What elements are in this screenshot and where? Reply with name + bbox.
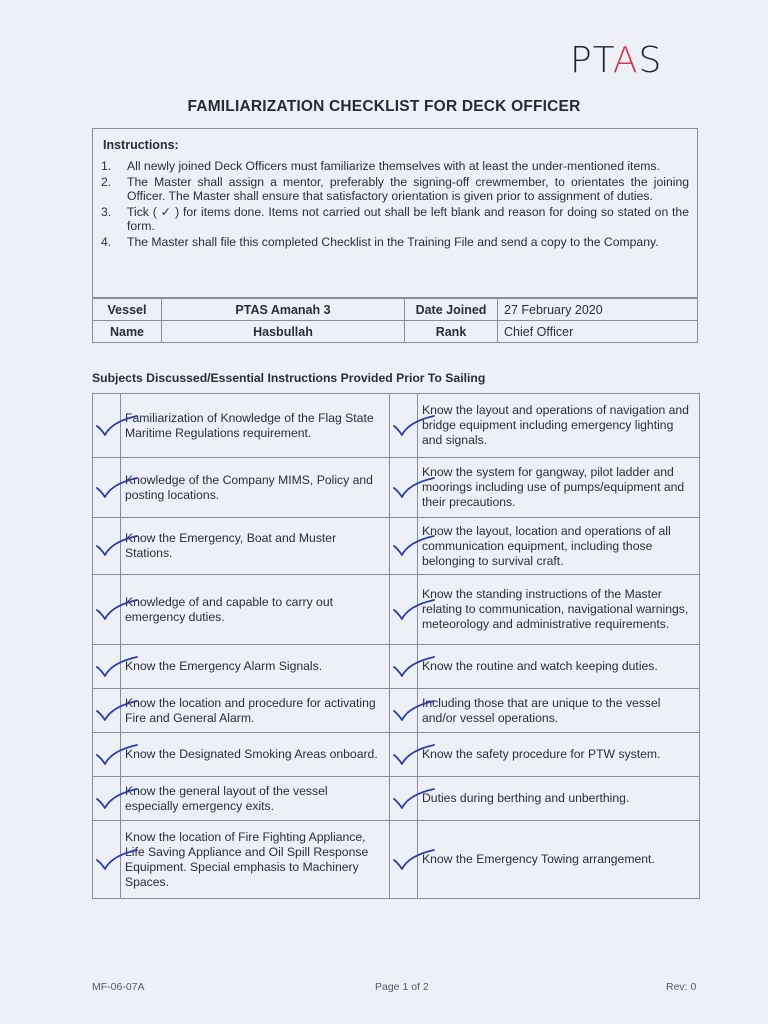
checklist-table (92, 393, 700, 899)
checkmark-icon (392, 699, 436, 723)
checklist-item-left: Know the location and procedure for activating Fire and General Alarm. (121, 689, 390, 733)
checkbox-cell-right[interactable] (390, 689, 418, 733)
instructions-list (101, 159, 689, 250)
subjects-heading: Subjects Discussed/Essential Instructions Provided Prior To Sailing (92, 371, 486, 385)
rank-label: Rank (405, 321, 498, 343)
checkmark-icon (95, 848, 139, 872)
checkbox-cell-right[interactable] (390, 777, 418, 821)
vessel-info-table (92, 298, 698, 343)
checkmark-icon (95, 476, 139, 500)
checkmark-icon (392, 787, 436, 811)
name-value: Hasbullah (162, 321, 405, 343)
checkmark-icon (95, 598, 139, 622)
form-code: MF-06-07A (92, 981, 145, 993)
document-title: FAMILIARIZATION CHECKLIST FOR DECK OFFICER (187, 98, 581, 115)
checkbox-cell-right[interactable] (390, 733, 418, 777)
checklist-item-left: Knowledge of the Company MIMS, Policy and posting locations. (121, 458, 390, 518)
checkbox-cell-left[interactable] (93, 394, 121, 458)
checklist-row (93, 645, 700, 689)
ptas-logo: PTAS (570, 40, 663, 81)
checkmark-icon (95, 699, 139, 723)
checkbox-cell-left[interactable] (93, 458, 121, 518)
checkmark-icon (95, 534, 139, 558)
instructions-box (92, 128, 698, 298)
checkbox-cell-left[interactable] (93, 518, 121, 575)
revision: Rev: 0 (666, 981, 697, 993)
checkbox-cell-right[interactable] (390, 821, 418, 899)
checkbox-cell-left[interactable] (93, 645, 121, 689)
checkbox-cell-left[interactable] (93, 777, 121, 821)
vessel-value: PTAS Amanah 3 (162, 299, 405, 321)
checkmark-icon (95, 414, 139, 438)
checklist-item-right: Know the safety procedure for PTW system. (418, 733, 700, 777)
instruction-item (101, 175, 689, 204)
checklist-item-right: Know the system for gangway, pilot ladder and moorings including use of pumps/equipment and their precautions. (418, 458, 700, 518)
checkmark-icon (392, 476, 436, 500)
checklist-item-right: Know the standing instructions of the Master relating to communication, navigational warnings, meteorology and administrative requirements. (418, 575, 700, 645)
checkbox-cell-right[interactable] (390, 394, 418, 458)
info-row (93, 321, 698, 343)
checkbox-cell-right[interactable] (390, 518, 418, 575)
checkmark-icon (392, 534, 436, 558)
checkbox-cell-left[interactable] (93, 733, 121, 777)
vessel-label: Vessel (93, 299, 162, 321)
checkbox-cell-left[interactable] (93, 689, 121, 733)
checkmark-icon (392, 655, 436, 679)
checklist-item-right: Know the Emergency Towing arrangement. (418, 821, 700, 899)
page-number: Page 1 of 2 (375, 981, 429, 993)
checklist-row (93, 394, 700, 458)
instruction-number: 3. (101, 204, 112, 219)
checklist-item-right: Know the layout and operations of navigation and bridge equipment including emergency lighting and signals. (418, 394, 700, 458)
checkbox-cell-left[interactable] (93, 575, 121, 645)
checkbox-cell-right[interactable] (390, 575, 418, 645)
instruction-item (101, 205, 689, 234)
instruction-number: 2. (101, 174, 112, 189)
checklist-row (93, 575, 700, 645)
instruction-number: 4. (101, 234, 112, 249)
checklist-row (93, 689, 700, 733)
checklist-row (93, 733, 700, 777)
checklist-row (93, 821, 700, 899)
checkmark-icon (95, 655, 139, 679)
checkmark-icon (392, 414, 436, 438)
checkbox-cell-right[interactable] (390, 458, 418, 518)
checklist-row (93, 518, 700, 575)
checklist-item-left: Familiarization of Knowledge of the Flag State Maritime Regulations requirement. (121, 394, 390, 458)
instruction-text: The Master shall assign a mentor, preferably the signing-off crewmember, to orientates the joining Officer. The Master shall ensure that satisfactory orientation is given prior to assignment of duties. (127, 174, 689, 203)
checklist-item-left: Know the Designated Smoking Areas onboard. (121, 733, 390, 777)
name-label: Name (93, 321, 162, 343)
checklist-item-right: Know the layout, location and operations of all communication equipment, including those belonging to survival craft. (418, 518, 700, 575)
checklist-item-left: Know the general layout of the vessel especially emergency exits. (121, 777, 390, 821)
instruction-text: All newly joined Deck Officers must familiarize themselves with at least the under-mentioned items. (127, 159, 660, 173)
checklist-item-right: Including those that are unique to the vessel and/or vessel operations. (418, 689, 700, 733)
checkmark-icon (392, 598, 436, 622)
checklist-row (93, 458, 700, 518)
instruction-number: 1. (101, 159, 112, 173)
checklist-row (93, 777, 700, 821)
checkmark-icon (95, 787, 139, 811)
checkmark-icon (392, 743, 436, 767)
date-joined-label: Date Joined (405, 299, 498, 321)
rank-value: Chief Officer (498, 321, 698, 343)
instructions-heading: Instructions: (103, 138, 179, 152)
instruction-item (101, 159, 689, 174)
checklist-item-left: Know the Emergency Alarm Signals. (121, 645, 390, 689)
instruction-item (101, 235, 689, 250)
checklist-item-left: Know the location of Fire Fighting Appliance, Life Saving Appliance and Oil Spill Response Equipment. Special emphasis to Machinery Spaces. (121, 821, 390, 899)
checkmark-icon (95, 743, 139, 767)
checklist-item-right: Duties during berthing and unberthing. (418, 777, 700, 821)
checklist-item-right: Know the routine and watch keeping duties. (418, 645, 700, 689)
checkbox-cell-right[interactable] (390, 645, 418, 689)
date-joined-value: 27 February 2020 (498, 299, 698, 321)
checklist-item-left: Knowledge of and capable to carry out emergency duties. (121, 575, 390, 645)
instruction-text: Tick ( ✓ ) for items done. Items not carried out shall be left blank and reason for doing so stated on the form. (127, 204, 689, 233)
instruction-text: The Master shall file this completed Checklist in the Training File and send a copy to the Company. (127, 234, 659, 249)
info-row (93, 299, 698, 321)
checklist-item-left: Know the Emergency, Boat and Muster Stations. (121, 518, 390, 575)
checkmark-icon (392, 848, 436, 872)
checkbox-cell-left[interactable] (93, 821, 121, 899)
